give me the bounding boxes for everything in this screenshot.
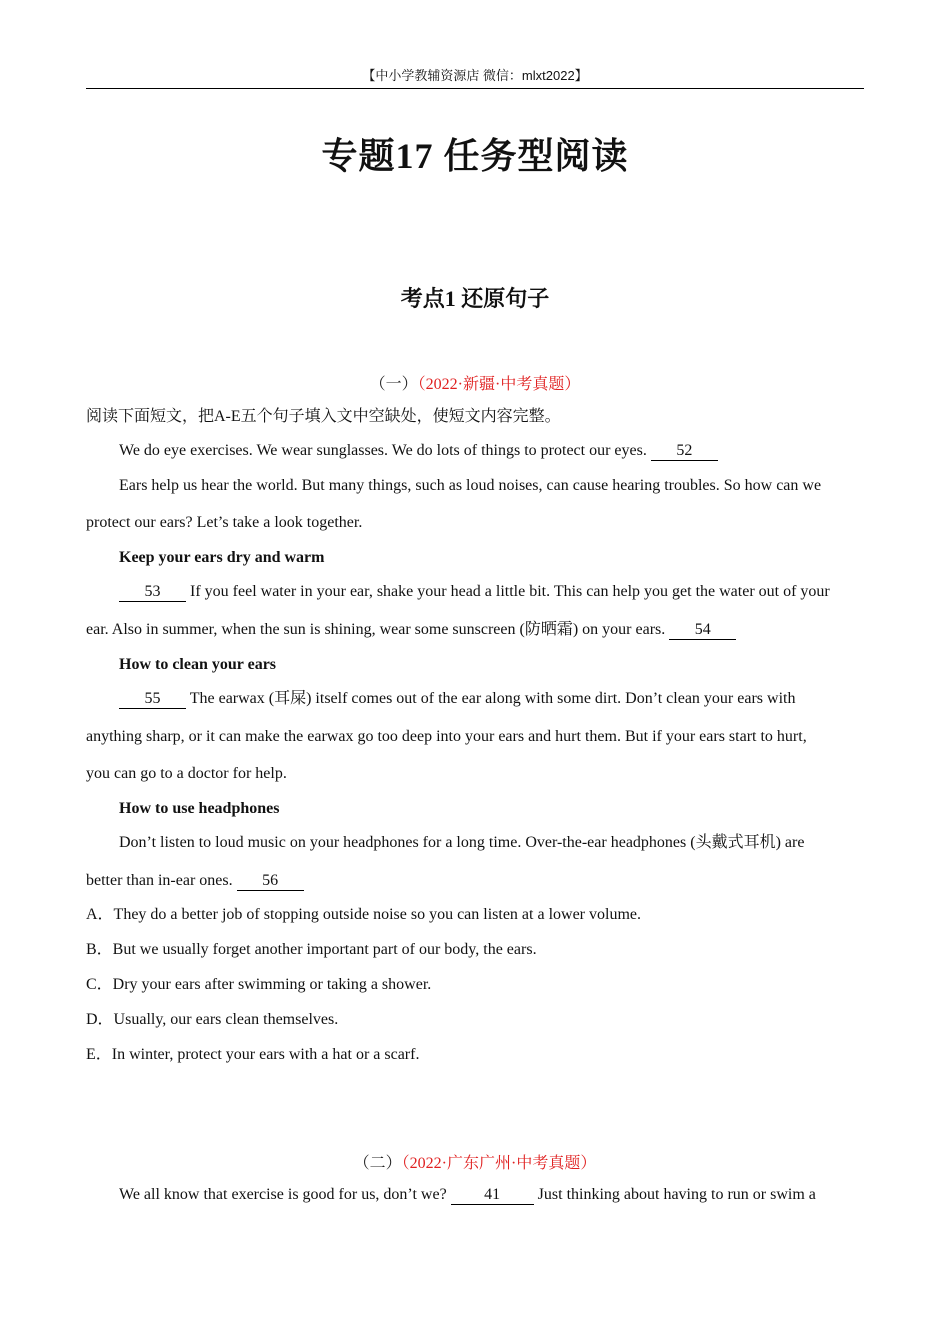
section-2-source: （2022·广东广州·中考真题） — [401, 1155, 597, 1172]
option-a: A．They do a better job of stopping outside noise so you can listen at a lower volume. — [86, 906, 641, 923]
option-b: B．But we usually forget another important part of our body, the ears. — [86, 941, 537, 958]
heading-clean: How to clean your ears — [119, 656, 277, 673]
heading-headphones: How to use headphones — [119, 800, 280, 817]
option-c: C．Dry your ears after swimming or taking a shower. — [86, 976, 432, 993]
section-1-label — [0, 371, 950, 394]
option-d: D．Usually, our ears clean themselves. — [86, 1011, 339, 1028]
instruction: 阅读下面短文，把A-E五个句子填入文中空缺处，使短文内容完整。 — [86, 408, 561, 425]
paragraph-4-line-3: you can go to a doctor for help. — [86, 765, 287, 782]
section-2-paragraph-1-rest: Just thinking about having to run or swim a — [533, 1186, 816, 1203]
option-e: E．In winter, protect your ears with a hat or a scarf. — [86, 1046, 420, 1063]
section-2-paragraph-1 — [119, 1185, 909, 1205]
paragraph-1-text: We do eye exercises. We wear sunglasses. We do lots of things to protect our eyes. — [119, 442, 651, 459]
blank-53[interactable]: 53 — [119, 583, 186, 602]
blank-41[interactable]: 41 — [451, 1186, 534, 1205]
paragraph-1 — [119, 441, 909, 461]
paragraph-4-text: The earwax (耳屎) itself comes out of the ear along with some dirt. Don’t clean your ears with — [186, 690, 796, 707]
blank-54[interactable]: 54 — [669, 621, 736, 640]
paragraph-5-line-2 — [86, 871, 876, 891]
section-2-paragraph-1-text: We all know that exercise is good for us, don’t we? — [119, 1186, 451, 1203]
blank-55[interactable]: 55 — [119, 690, 186, 709]
heading-dry-warm: Keep your ears dry and warm — [119, 549, 325, 566]
section-subtitle: 考点1 还原句子 — [400, 286, 550, 311]
paragraph-3-line-2 — [86, 620, 876, 640]
blank-52[interactable]: 52 — [651, 442, 718, 461]
page-header: 【中小学教辅资源店 微信：mlxt2022】 — [86, 66, 864, 89]
section-1-source: （2022·新疆·中考真题） — [417, 376, 581, 393]
section-2-label — [0, 1150, 950, 1173]
paragraph-5-text: better than in-ear ones. — [86, 872, 237, 889]
paragraph-3-text-2: ear. Also in summer, when the sun is shining, wear some sunscreen (防晒霜) on your ears. — [86, 621, 670, 638]
paragraph-2-line-1: Ears help us hear the world. But many things, such as loud noises, can cause hearing troubles. So how can we — [119, 477, 822, 494]
page-title: 专题17 任务型阅读 — [321, 136, 629, 176]
paragraph-3-line-1 — [119, 582, 909, 602]
section-2-number: （二） — [353, 1155, 402, 1172]
paragraph-4-line-1 — [119, 689, 909, 709]
section-1-number: （一） — [369, 376, 418, 393]
paragraph-3-text: If you feel water in your ear, shake your head a little bit. This can help you get the water out of your — [186, 583, 830, 600]
paragraph-2-line-2: protect our ears? Let’s take a look together. — [86, 514, 363, 531]
paragraph-4-line-2: anything sharp, or it can make the earwax go too deep into your ears and hurt them. But if your ears start to hurt, — [86, 728, 807, 745]
paragraph-5-line-1: Don’t listen to loud music on your headphones for a long time. Over-the-ear headphones (头戴式耳机) are — [119, 834, 805, 851]
blank-56[interactable]: 56 — [237, 872, 304, 891]
